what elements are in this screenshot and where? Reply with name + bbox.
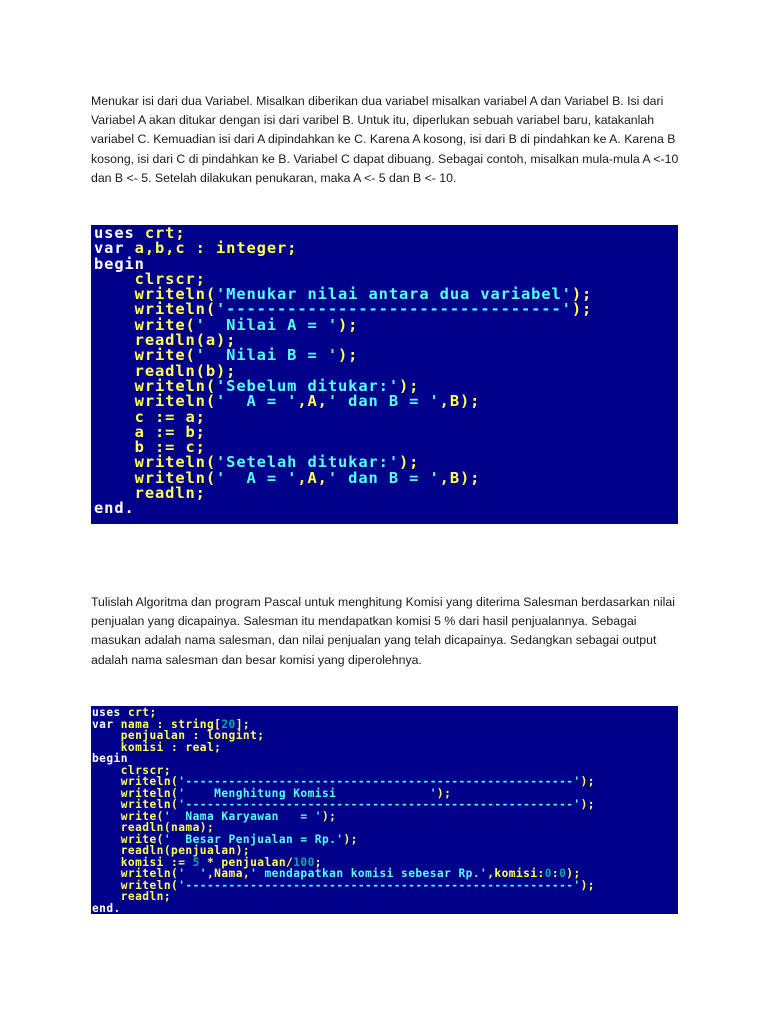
- code-token: ,komisi:: [487, 867, 545, 880]
- code-token: write(: [92, 832, 164, 846]
- code-token: 'Setelah ditukar:': [216, 453, 399, 472]
- code-token: write(: [94, 346, 196, 365]
- swap-description-paragraph: Menukar isi dari dua Variabel. Misalkan diberikan dua variabel misalkan variabel A dan Variabel B. Isi dari Variabel A akan ditukar dengan isi dari varibel B. Untuk itu, diperlukan sebuah variabel baru, katakanlah variabel C. Kemuadian isi dari A dipindahkan ke C. Karena A kosong, isi dari B di pindahkan ke A. Karena B kosong, isi dari C di pindahkan ke B. Variabel C dapat dibuang. Sebagai contoh, misalkan mula-mula A <-10 dan B <- 5. Setelah dilakukan penukaran, maka A <- 5 dan B <- 10.: [91, 94, 679, 185]
- code-token: var: [92, 717, 121, 731]
- code-token: 20: [221, 717, 236, 731]
- code-token: readln(penjualan);: [92, 844, 251, 857]
- code-token: ,B);: [439, 468, 481, 487]
- code-line: [92, 753, 678, 765]
- code-token: end.: [92, 901, 121, 915]
- code-token: crt;: [127, 706, 157, 719]
- code-token: writeln(: [94, 300, 216, 319]
- code-token: writeln(: [94, 468, 216, 487]
- code-token: '------------------------------------------------------': [178, 775, 581, 788]
- code-token: '---------------------------------': [216, 300, 572, 319]
- code-token: writeln(: [92, 786, 179, 800]
- code-token: uses: [94, 224, 145, 242]
- code-token: );: [580, 775, 595, 788]
- code-token: writeln(: [94, 453, 216, 472]
- code-token: begin: [94, 254, 145, 273]
- code-token: );: [580, 878, 595, 892]
- code-token: 'Menukar nilai antara dua variabel': [216, 285, 572, 304]
- code-token: writeln(: [94, 285, 216, 304]
- code-token: );: [338, 315, 359, 334]
- code-token: );: [338, 346, 359, 365]
- code-token: );: [566, 867, 581, 880]
- code-line: [92, 742, 678, 754]
- code-token: clrscr;: [94, 269, 206, 288]
- code-token: nama : string[: [120, 717, 222, 731]
- code-token: readln(b);: [94, 361, 237, 380]
- code-token: a,b,c : integer;: [134, 239, 298, 258]
- code-token: writeln(: [94, 376, 216, 395]
- commission-code-block: [91, 706, 678, 914]
- code-token: ' Nama Karyawan = ': [163, 809, 322, 823]
- code-token: );: [571, 285, 593, 304]
- code-token: a := b;: [94, 422, 206, 441]
- code-token: );: [321, 809, 337, 823]
- code-token: uses: [92, 706, 128, 719]
- code-token: clrscr;: [92, 763, 172, 777]
- code-token: );: [399, 376, 420, 395]
- code-token: :: [551, 867, 560, 880]
- code-token: ;: [314, 855, 322, 869]
- code-token: b := c;: [94, 438, 206, 457]
- code-token: ' Nilai B = ': [195, 346, 338, 365]
- code-token: write(: [92, 809, 164, 823]
- code-token: );: [580, 798, 595, 811]
- code-token: ' ': [178, 867, 207, 880]
- code-token: begin: [92, 752, 128, 765]
- code-token: '------------------------------------------------------': [178, 798, 581, 811]
- code-token: ,Nama,: [206, 867, 251, 880]
- code-token: ' A = ': [216, 468, 298, 487]
- code-line: [92, 891, 678, 903]
- code-token: readln(a);: [94, 331, 237, 350]
- code-token: end.: [94, 499, 135, 518]
- code-token: writeln(: [92, 867, 179, 880]
- code-token: );: [343, 832, 358, 846]
- code-token: ' Nilai A = ': [195, 315, 338, 334]
- code-token: 0: [559, 867, 567, 880]
- code-token: ' A = ': [216, 392, 298, 411]
- code-line: [94, 241, 678, 256]
- code-token: penjualan : longint;: [92, 729, 265, 742]
- code-token: * penjualan/: [199, 855, 294, 869]
- code-token: ,A,: [297, 468, 328, 487]
- code-line: [94, 501, 678, 516]
- code-token: readln;: [94, 484, 206, 503]
- code-token: ' Besar Penjualan = Rp.': [163, 832, 344, 846]
- swap-code-block: [91, 225, 678, 524]
- code-token: ' Menghitung Komisi ': [178, 786, 437, 800]
- code-token: ' mendapatkan komisi sebesar Rp.': [250, 867, 488, 880]
- code-token: var: [94, 239, 135, 258]
- code-token: ,B);: [439, 392, 481, 411]
- code-token: komisi :=: [92, 855, 193, 869]
- code-token: ,A,: [297, 392, 328, 411]
- code-token: write(: [94, 315, 196, 334]
- code-token: writeln(: [94, 392, 216, 411]
- code-token: 'Sebelum ditukar:': [216, 376, 399, 395]
- code-token: );: [436, 786, 452, 800]
- code-token: '------------------------------------------------------': [178, 878, 581, 892]
- code-token: ' dan B = ': [327, 392, 440, 411]
- code-token: 5: [192, 855, 200, 869]
- code-token: c := a;: [94, 407, 206, 426]
- code-token: 100: [293, 855, 315, 869]
- code-token: readln(nama);: [92, 821, 215, 834]
- code-token: readln;: [92, 890, 172, 903]
- code-token: ' dan B = ': [327, 468, 440, 487]
- commission-description-paragraph: Tulislah Algoritma dan program Pascal untuk menghitung Komisi yang diterima Salesman berdasarkan nilai penjualan yang dicapainya. Salesman itu mendapatkan komisi 5 % dari hasil penjualannya. Sebagai masukan adalah nama salesman, dan nilai penjualan yang telah dicapainya. Sedangkan sebagai output adalah nama salesman dan besar komisi yang diperolehnya.: [91, 595, 675, 667]
- code-token: crt;: [144, 224, 186, 242]
- code-line: [94, 486, 678, 501]
- code-line: [92, 880, 678, 892]
- code-token: );: [399, 453, 420, 472]
- code-token: 0: [544, 867, 552, 880]
- code-token: writeln(: [92, 775, 179, 788]
- code-token: );: [571, 300, 593, 319]
- code-token: komisi : real;: [92, 740, 222, 754]
- code-token: writeln(: [92, 878, 179, 892]
- code-token: writeln(: [92, 798, 179, 811]
- code-line: [92, 903, 678, 915]
- code-token: ];: [235, 717, 251, 731]
